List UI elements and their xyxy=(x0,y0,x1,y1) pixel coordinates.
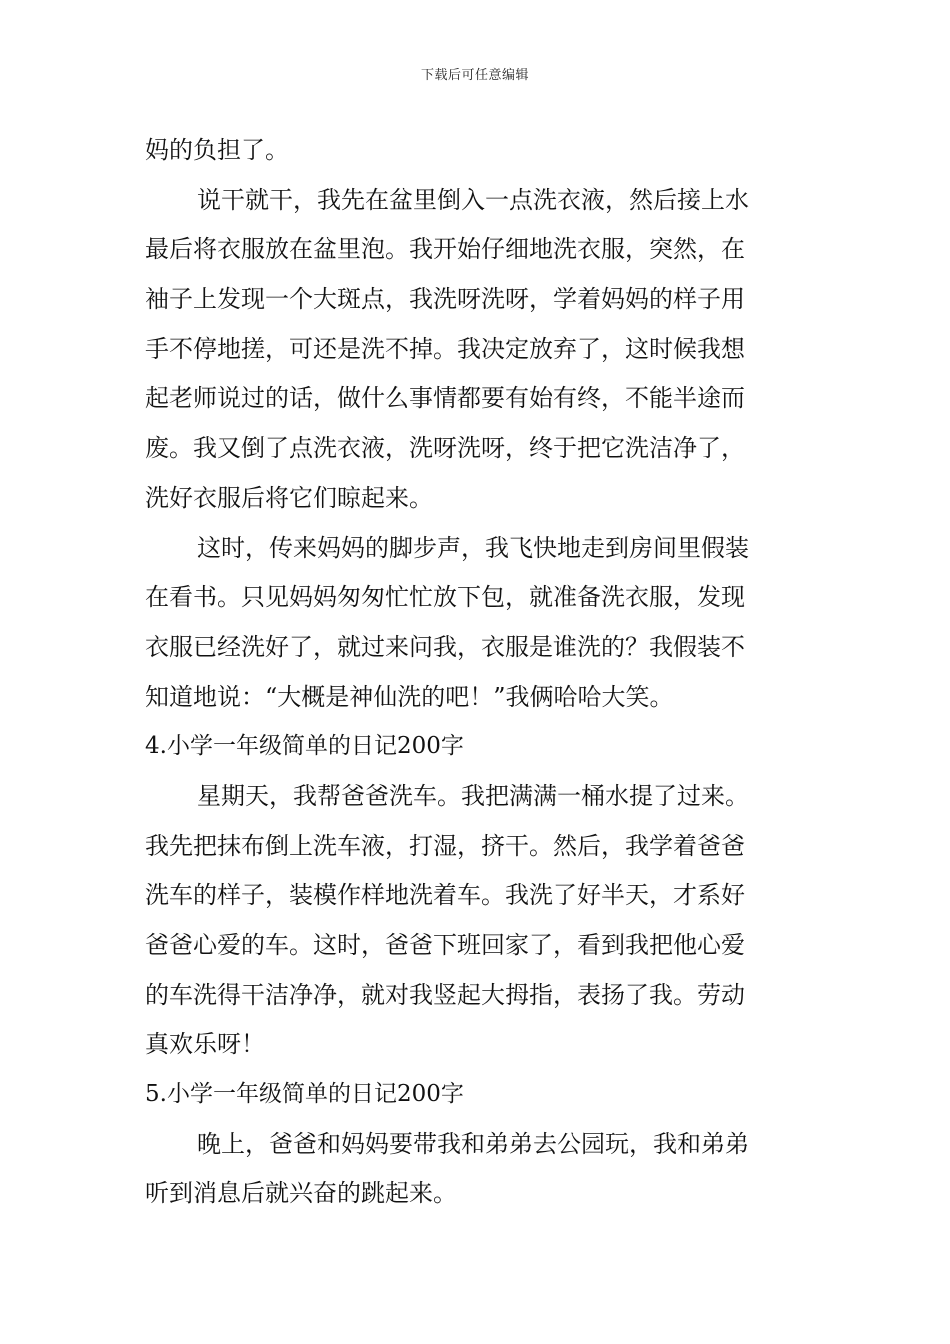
text-line: 的车洗得干洁净净，就对我竖起大拇指，表扬了我。劳动 xyxy=(145,980,745,1009)
document-body xyxy=(145,126,807,1219)
text-line: 真欢乐呀！ xyxy=(145,1030,265,1059)
text-line: 洗车的样子，装模作样地洗着车。我洗了好半天，才系好 xyxy=(145,881,745,910)
text-line: 星期天，我帮爸爸洗车。我把满满一桶水提了过来。 xyxy=(197,781,749,810)
text-line: 听到消息后就兴奋的跳起来。 xyxy=(145,1179,457,1208)
text-line: 废。我又倒了点洗衣液，洗呀洗呀，终于把它洗洁净了， xyxy=(145,434,745,463)
text-line: 在看书。只见妈妈匆匆忙忙放下包，就准备洗衣服，发现 xyxy=(145,583,745,612)
text-line: 说干就干，我先在盆里倒入一点洗衣液，然后接上水 xyxy=(197,185,749,214)
section-heading: 4.小学一年级简单的日记200字 xyxy=(145,733,464,760)
text-line: 这时，传来妈妈的脚步声，我飞快地走到房间里假装 xyxy=(197,533,749,562)
page-header: 下载后可任意编辑 xyxy=(420,68,529,83)
text-line: 晚上，爸爸和妈妈要带我和弟弟去公园玩，我和弟弟 xyxy=(197,1129,749,1158)
text-line: 爸爸心爱的车。这时，爸爸下班回家了，看到我把他心爱 xyxy=(145,931,745,959)
text-line: 衣服已经洗好了，就过来问我，衣服是谁洗的？我假装不 xyxy=(145,632,745,661)
text-line: 手不停地搓，可还是洗不掉。我决定放弃了，这时候我想 xyxy=(145,334,745,363)
text-line: 妈的负担了。 xyxy=(145,136,289,164)
section-heading: 5.小学一年级简单的日记200字 xyxy=(145,1081,464,1108)
text-line: 最后将衣服放在盆里泡。我开始仔细地洗衣服，突然，在 xyxy=(145,235,745,264)
text-line: 袖子上发现一个大斑点，我洗呀洗呀，学着妈妈的样子用 xyxy=(145,285,745,314)
text-line: 起老师说过的话，做什么事情都要有始有终，不能半途而 xyxy=(145,384,745,413)
text-line: 知道地说：“大概是神仙洗的吧！”我俩哈哈大笑。 xyxy=(145,682,674,711)
text-line: 洗好衣服后将它们晾起来。 xyxy=(145,483,433,512)
text-line: 我先把抹布倒上洗车液，打湿，挤干。然后，我学着爸爸 xyxy=(145,831,745,860)
